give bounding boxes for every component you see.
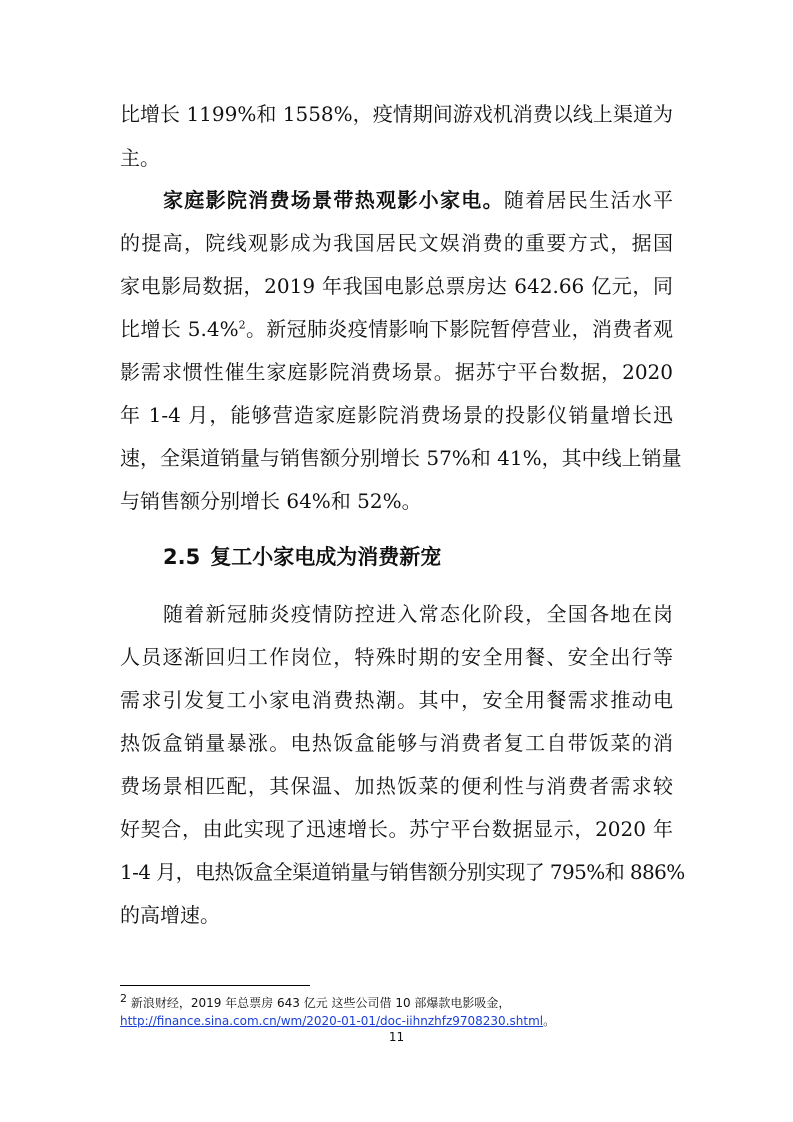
body-text-line: 速，全渠道销量与销售额分别增长 57%和 41%，其中线上销量 [120, 446, 682, 470]
footnote-text: 新浪财经，2019 年总票房 643 亿元 这些公司借 10 部爆款电影吸金， [130, 996, 511, 1010]
body-text-line: 好契合，由此实现了迅速增长。苏宁平台数据显示，2020 年 [120, 817, 673, 841]
body-text-line: 需求引发复工小家电消费热潮。其中，安全用餐需求推动电 [120, 688, 673, 712]
body-text-line: 1-4 月，电热饭盒全渠道销量与销售额分别实现了 795%和 886% [120, 860, 685, 884]
body-text: 随着居民生活水平 [503, 188, 674, 212]
footnote-marker: 2 [120, 992, 127, 1005]
body-text-line: 人员逐渐回归工作岗位，特殊时期的安全用餐、安全出行等 [120, 645, 673, 669]
body-text-line: 费场景相匹配，其保温、加热饭菜的便利性与消费者需求较 [120, 774, 673, 798]
body-text-line: 年 1-4 月，能够营造家庭影院消费场景的投影仪销量增长迅 [120, 403, 673, 427]
body-text-line: 与销售额分别增长 64%和 52%。 [120, 489, 422, 513]
section-title: 复工小家电成为消费新宠 [210, 545, 442, 569]
section-number: 2.5 [163, 545, 201, 569]
body-text-line: 比增长 1199%和 1558%，疫情期间游戏机消费以线上渠道为 [120, 102, 673, 126]
body-text-line [120, 319, 673, 339]
body-text-line: 的高增速。 [120, 903, 220, 927]
footnote [120, 994, 510, 1011]
body-text-line: 影需求惯性催生家庭影院消费场景。据苏宁平台数据，2020 [120, 360, 673, 384]
footnote-link[interactable]: http://finance.sina.com.cn/wm/2020-01-01/doc-iihnzhfz9708230.shtml [120, 1014, 544, 1028]
body-text-line: 家电影局数据，2019 年我国电影总票房达 642.66 亿元，同 [120, 274, 673, 298]
body-text-line: 热饭盒销量暴涨。电热饭盒能够与消费者复工自带饭菜的消 [120, 731, 673, 755]
body-text-line: 随着新冠肺炎疫情防控进入常态化阶段，全国各地在岗 [163, 602, 673, 626]
footnote-reference[interactable]: 2 [238, 318, 246, 332]
bold-lead-phrase: 家庭影院消费场景带热观影小家电。 [163, 188, 504, 212]
body-text-line: 的提高，院线观影成为我国居民文娱消费的重要方式，据国 [120, 231, 673, 255]
paragraph-lead-line [163, 190, 673, 210]
footnote-link-tail: 。 [543, 1014, 556, 1028]
body-text-line: 主。 [120, 146, 160, 170]
footnote-separator [120, 985, 310, 986]
body-text: 比增长 5.4% [120, 317, 239, 341]
page-number: 11 [388, 1030, 405, 1044]
footnote-link-line [120, 1012, 555, 1029]
body-text: 。新冠肺炎疫情影响下影院暂停营业，消费者观 [245, 317, 674, 341]
section-heading [163, 541, 441, 571]
